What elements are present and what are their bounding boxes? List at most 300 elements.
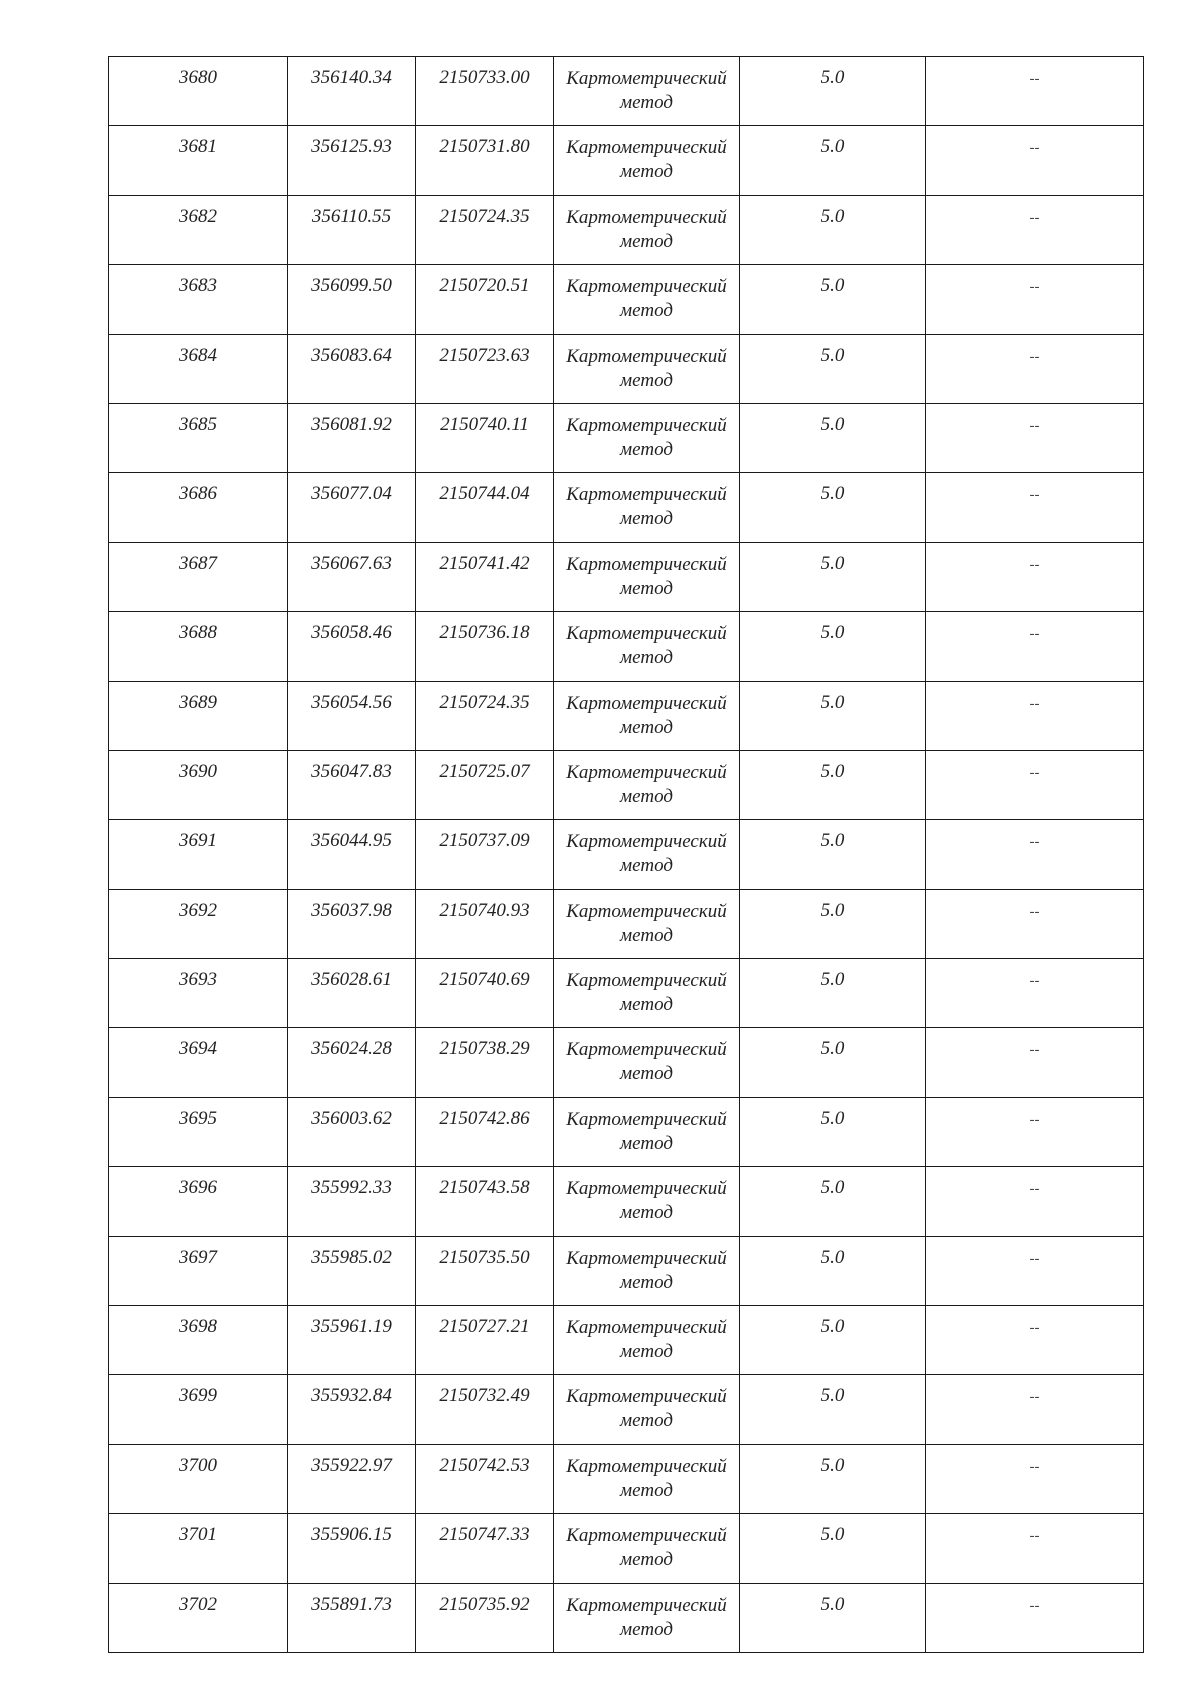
point-number-cell-text: 3687 [179,552,217,574]
coordinate-x-cell-text: 355992.33 [311,1177,392,1199]
method-line-1: Картометрический [566,206,727,228]
method-text [554,682,739,740]
method-line-2: метод [620,1479,673,1501]
method-line-1: Картометрический [566,623,727,645]
point-number-cell [109,820,288,889]
table-row [109,473,1144,542]
method-cell [554,473,740,542]
note-cell [926,265,1144,334]
method-cell [554,1028,740,1097]
note-cell-text: -- [1029,487,1040,504]
table-row [109,334,1144,403]
coordinate-y-cell [416,1375,554,1444]
coordinate-x-cell [288,612,416,681]
accuracy-cell [740,1097,926,1166]
point-number-cell-text: 3696 [179,1177,217,1199]
accuracy-cell [740,334,926,403]
point-number-cell [109,1583,288,1652]
table-row [109,1444,1144,1513]
point-number-cell [109,1514,288,1583]
point-number-cell-text: 3701 [179,1524,217,1546]
coordinate-y-cell-text: 2150740.93 [439,899,530,921]
method-line-1: Картометрический [566,900,727,922]
note-cell [926,1028,1144,1097]
note-cell-text: -- [1029,140,1040,157]
note-cell [926,1583,1144,1652]
accuracy-cell-text: 5.0 [820,969,845,991]
accuracy-cell-text: 5.0 [820,413,845,435]
accuracy-cell [740,889,926,958]
note-cell [926,195,1144,264]
table-row [109,1583,1144,1652]
accuracy-cell-text: 5.0 [820,899,845,921]
method-cell [554,1097,740,1166]
table-row [109,1514,1144,1583]
coordinate-x-cell [288,473,416,542]
note-cell [926,1375,1144,1444]
coordinate-y-cell-text: 2150738.29 [439,1038,530,1060]
coordinate-y-cell [416,681,554,750]
method-cell [554,1375,740,1444]
method-text [554,1514,739,1572]
point-number-cell-text: 3684 [179,344,217,366]
coordinate-x-cell-text: 356077.04 [311,483,392,505]
point-number-cell [109,959,288,1028]
coordinate-x-cell-text: 356140.34 [311,67,392,88]
note-cell-text: -- [1029,695,1040,712]
method-text [554,1375,739,1433]
point-number-cell-text: 3692 [179,899,217,921]
point-number-cell [109,1375,288,1444]
note-cell-text: -- [1029,71,1040,87]
coordinate-x-cell [288,1444,416,1513]
point-number-cell-text: 3700 [179,1454,217,1476]
coordinate-y-cell-text: 2150724.35 [439,205,530,227]
table-row [109,195,1144,264]
table-row [109,1375,1144,1444]
note-cell [926,1097,1144,1166]
method-line-2: метод [620,369,673,391]
coordinate-x-cell [288,1167,416,1236]
point-number-cell-text: 3702 [179,1593,217,1615]
table-row [109,1306,1144,1375]
method-cell [554,681,740,750]
note-cell-text: -- [1029,1458,1040,1475]
coordinate-x-cell-text: 356110.55 [311,205,392,227]
coordinate-y-cell-text: 2150731.80 [439,136,530,158]
point-number-cell [109,612,288,681]
coordinate-y-cell-text: 2150741.42 [439,552,530,574]
method-cell [554,750,740,819]
note-cell-text: -- [1029,1042,1040,1059]
method-line-2: метод [620,647,673,669]
point-number-cell-text: 3682 [179,205,217,227]
point-number-cell-text: 3681 [179,136,217,158]
method-text [554,196,739,254]
coordinate-y-cell-text: 2150724.35 [439,691,530,713]
table-row [109,681,1144,750]
point-number-cell-text: 3688 [179,622,217,644]
table-row [109,959,1144,1028]
method-line-2: метод [620,438,673,460]
method-line-1: Картометрический [566,1525,727,1547]
coordinate-x-cell-text: 356125.93 [311,136,392,158]
coordinate-y-cell [416,750,554,819]
accuracy-cell-text: 5.0 [820,1524,845,1546]
point-number-cell [109,1028,288,1097]
note-cell-text: -- [1029,1597,1040,1614]
coordinate-x-cell-text: 356099.50 [311,275,392,297]
method-cell [554,195,740,264]
table-row [109,403,1144,472]
method-text [554,612,739,670]
point-number-cell [109,1236,288,1305]
point-number-cell-text: 3690 [179,760,217,782]
method-cell [554,889,740,958]
coordinate-y-cell [416,1236,554,1305]
point-number-cell-text: 3693 [179,969,217,991]
method-text [554,1167,739,1225]
point-number-cell-text: 3698 [179,1316,217,1338]
accuracy-cell-text: 5.0 [820,760,845,782]
note-cell [926,959,1144,1028]
note-cell-text: -- [1029,209,1040,226]
method-line-1: Картометрический [566,276,727,298]
note-cell [926,1514,1144,1583]
coordinate-y-cell [416,265,554,334]
point-number-cell [109,1167,288,1236]
coordinate-x-cell [288,195,416,264]
accuracy-cell-text: 5.0 [820,275,845,297]
method-line-2: метод [620,1202,673,1224]
accuracy-cell-text: 5.0 [820,1454,845,1476]
coordinate-y-cell-text: 2150735.50 [439,1246,530,1268]
method-cell [554,1514,740,1583]
point-number-cell-text: 3699 [179,1385,217,1407]
accuracy-cell-text: 5.0 [820,1385,845,1407]
note-cell [926,1236,1144,1305]
method-line-1: Картометрический [566,137,727,159]
method-line-1: Картометрический [566,68,727,89]
coordinate-y-cell-text: 2150740.11 [440,413,529,435]
accuracy-cell-text: 5.0 [820,483,845,505]
coordinate-y-cell [416,612,554,681]
point-number-cell-text: 3685 [179,413,217,435]
note-cell-text: -- [1029,626,1040,643]
method-text [554,57,739,115]
method-cell [554,542,740,611]
method-cell [554,1444,740,1513]
coordinate-x-cell [288,681,416,750]
coordinate-x-cell [288,57,416,126]
accuracy-cell-text: 5.0 [820,67,845,88]
coordinate-y-cell-text: 2150720.51 [439,275,530,297]
method-cell [554,1583,740,1652]
method-text [554,473,739,531]
method-line-1: Картометрический [566,761,727,783]
note-cell-text: -- [1029,1250,1040,1267]
method-line-2: метод [620,1618,673,1640]
coordinate-x-cell-text: 355961.19 [311,1316,392,1338]
method-line-1: Картометрический [566,484,727,506]
method-cell [554,820,740,889]
coordinate-y-cell [416,57,554,126]
point-number-cell [109,542,288,611]
coordinate-x-cell [288,1583,416,1652]
accuracy-cell [740,681,926,750]
coordinate-x-cell [288,820,416,889]
coordinate-x-cell-text: 356058.46 [311,622,392,644]
method-cell [554,265,740,334]
coordinate-y-cell [416,1306,554,1375]
method-line-1: Картометрический [566,831,727,853]
coordinate-y-cell-text: 2150725.07 [439,760,530,782]
method-cell [554,126,740,195]
coordinate-x-cell [288,542,416,611]
accuracy-cell [740,542,926,611]
method-text [554,265,739,323]
coordinate-x-cell [288,889,416,958]
accuracy-cell [740,820,926,889]
method-line-1: Картометрический [566,1039,727,1061]
method-line-2: метод [620,1341,673,1363]
note-cell [926,750,1144,819]
method-line-2: метод [620,716,673,738]
method-line-2: метод [620,785,673,807]
coordinate-y-cell-text: 2150736.18 [439,622,530,644]
coordinate-x-cell [288,959,416,1028]
point-number-cell-text: 3680 [179,67,217,88]
method-text [554,335,739,393]
method-line-2: метод [620,300,673,322]
method-line-2: метод [620,92,673,113]
coordinate-y-cell-text: 2150742.86 [439,1107,530,1129]
table-body [109,57,1144,1653]
coordinate-x-cell [288,1097,416,1166]
table-row [109,820,1144,889]
accuracy-cell [740,1444,926,1513]
accuracy-cell [740,1514,926,1583]
note-cell-text: -- [1029,973,1040,990]
method-line-2: метод [620,1549,673,1571]
point-number-cell [109,889,288,958]
accuracy-cell [740,612,926,681]
coordinate-x-cell-text: 356003.62 [311,1107,392,1129]
point-number-cell [109,403,288,472]
method-text [554,890,739,948]
coordinate-y-cell [416,1514,554,1583]
coordinate-x-cell [288,750,416,819]
coordinate-y-cell [416,473,554,542]
point-number-cell [109,57,288,126]
coordinate-y-cell-text: 2150723.63 [439,344,530,366]
note-cell-text: -- [1029,1528,1040,1545]
method-line-1: Картометрический [566,1455,727,1477]
coordinate-y-cell-text: 2150727.21 [439,1316,530,1338]
coordinate-x-cell-text: 356028.61 [311,969,392,991]
table-row [109,57,1144,126]
coordinate-x-cell-text: 355985.02 [311,1246,392,1268]
coordinate-y-cell [416,820,554,889]
accuracy-cell [740,1167,926,1236]
method-text [554,820,739,878]
note-cell-text: -- [1029,1181,1040,1198]
note-cell [926,681,1144,750]
coordinate-x-cell-text: 355932.84 [311,1385,392,1407]
table-row [109,612,1144,681]
method-text [554,1237,739,1295]
point-number-cell-text: 3689 [179,691,217,713]
accuracy-cell-text: 5.0 [820,205,845,227]
method-line-1: Картометрический [566,1178,727,1200]
accuracy-cell [740,1583,926,1652]
point-number-cell [109,1306,288,1375]
coordinate-x-cell-text: 356083.64 [311,344,392,366]
table-row [109,265,1144,334]
coordinate-y-cell [416,1028,554,1097]
accuracy-cell [740,1375,926,1444]
note-cell [926,820,1144,889]
method-cell [554,57,740,126]
accuracy-cell [740,473,926,542]
method-text [554,543,739,601]
table-row [109,889,1144,958]
method-text [554,959,739,1017]
note-cell-text: -- [1029,348,1040,365]
accuracy-cell [740,195,926,264]
coordinate-x-cell-text: 355891.73 [311,1593,392,1615]
coordinate-y-cell-text: 2150737.09 [439,830,530,852]
point-number-cell-text: 3697 [179,1246,217,1268]
point-number-cell [109,126,288,195]
method-line-2: метод [620,994,673,1016]
accuracy-cell [740,126,926,195]
accuracy-cell-text: 5.0 [820,1038,845,1060]
accuracy-cell-text: 5.0 [820,830,845,852]
table-row [109,750,1144,819]
table-row [109,1097,1144,1166]
point-number-cell [109,473,288,542]
method-line-2: метод [620,855,673,877]
note-cell [926,1306,1144,1375]
coordinate-x-cell-text: 356081.92 [311,413,392,435]
point-number-cell-text: 3695 [179,1107,217,1129]
note-cell-text: -- [1029,1389,1040,1406]
point-number-cell-text: 3683 [179,275,217,297]
method-line-2: метод [620,1063,673,1085]
method-line-2: метод [620,577,673,599]
table-row [109,1236,1144,1305]
coordinate-x-cell-text: 356037.98 [311,899,392,921]
accuracy-cell [740,57,926,126]
coordinate-x-cell [288,1514,416,1583]
coordinate-x-cell [288,403,416,472]
method-cell [554,959,740,1028]
coordinate-x-cell [288,1375,416,1444]
table-row [109,1167,1144,1236]
note-cell [926,1444,1144,1513]
coordinate-x-cell [288,126,416,195]
method-line-2: метод [620,161,673,183]
coordinate-x-cell-text: 356044.95 [311,830,392,852]
accuracy-cell [740,265,926,334]
point-number-cell [109,750,288,819]
note-cell-text: -- [1029,1111,1040,1128]
coordinate-x-cell-text: 355922.97 [311,1454,392,1476]
coordinate-y-cell-text: 2150740.69 [439,969,530,991]
coordinate-x-cell [288,1306,416,1375]
coordinate-y-cell-text: 2150743.58 [439,1177,530,1199]
coordinate-y-cell-text: 2150742.53 [439,1454,530,1476]
method-line-1: Картометрический [566,692,727,714]
note-cell [926,57,1144,126]
accuracy-cell [740,1236,926,1305]
method-line-2: метод [620,924,673,946]
coordinate-x-cell-text: 356054.56 [311,691,392,713]
method-line-1: Картометрический [566,345,727,367]
accuracy-cell-text: 5.0 [820,1246,845,1268]
method-line-2: метод [620,230,673,252]
method-cell [554,1306,740,1375]
method-line-1: Картометрический [566,1108,727,1130]
method-text [554,751,739,809]
note-cell-text: -- [1029,764,1040,781]
method-cell [554,612,740,681]
accuracy-cell-text: 5.0 [820,1316,845,1338]
accuracy-cell [740,403,926,472]
note-cell [926,889,1144,958]
accuracy-cell-text: 5.0 [820,1177,845,1199]
coordinates-table [108,56,1144,1653]
accuracy-cell-text: 5.0 [820,136,845,158]
point-number-cell-text: 3691 [179,830,217,852]
coordinate-x-cell [288,1028,416,1097]
method-line-1: Картометрический [566,1386,727,1408]
point-number-cell [109,681,288,750]
coordinate-x-cell [288,265,416,334]
coordinate-y-cell [416,1583,554,1652]
coordinate-x-cell-text: 356067.63 [311,552,392,574]
note-cell [926,612,1144,681]
accuracy-cell-text: 5.0 [820,552,845,574]
note-cell-text: -- [1029,279,1040,296]
method-line-1: Картометрический [566,414,727,436]
coordinate-y-cell [416,1097,554,1166]
method-text [554,126,739,184]
coordinate-y-cell [416,126,554,195]
method-line-1: Картометрический [566,1594,727,1616]
coordinate-y-cell-text: 2150735.92 [439,1593,530,1615]
method-line-2: метод [620,1410,673,1432]
point-number-cell [109,334,288,403]
method-line-1: Картометрический [566,1317,727,1339]
note-cell [926,473,1144,542]
method-text [554,1584,739,1642]
method-line-2: метод [620,508,673,530]
coordinate-y-cell [416,334,554,403]
coordinate-x-cell [288,1236,416,1305]
point-number-cell [109,1444,288,1513]
method-line-1: Картометрический [566,970,727,992]
point-number-cell [109,1097,288,1166]
method-line-2: метод [620,1132,673,1154]
table-row [109,542,1144,611]
accuracy-cell-text: 5.0 [820,1593,845,1615]
accuracy-cell-text: 5.0 [820,1107,845,1129]
method-cell [554,334,740,403]
table-row [109,126,1144,195]
method-text [554,1028,739,1086]
